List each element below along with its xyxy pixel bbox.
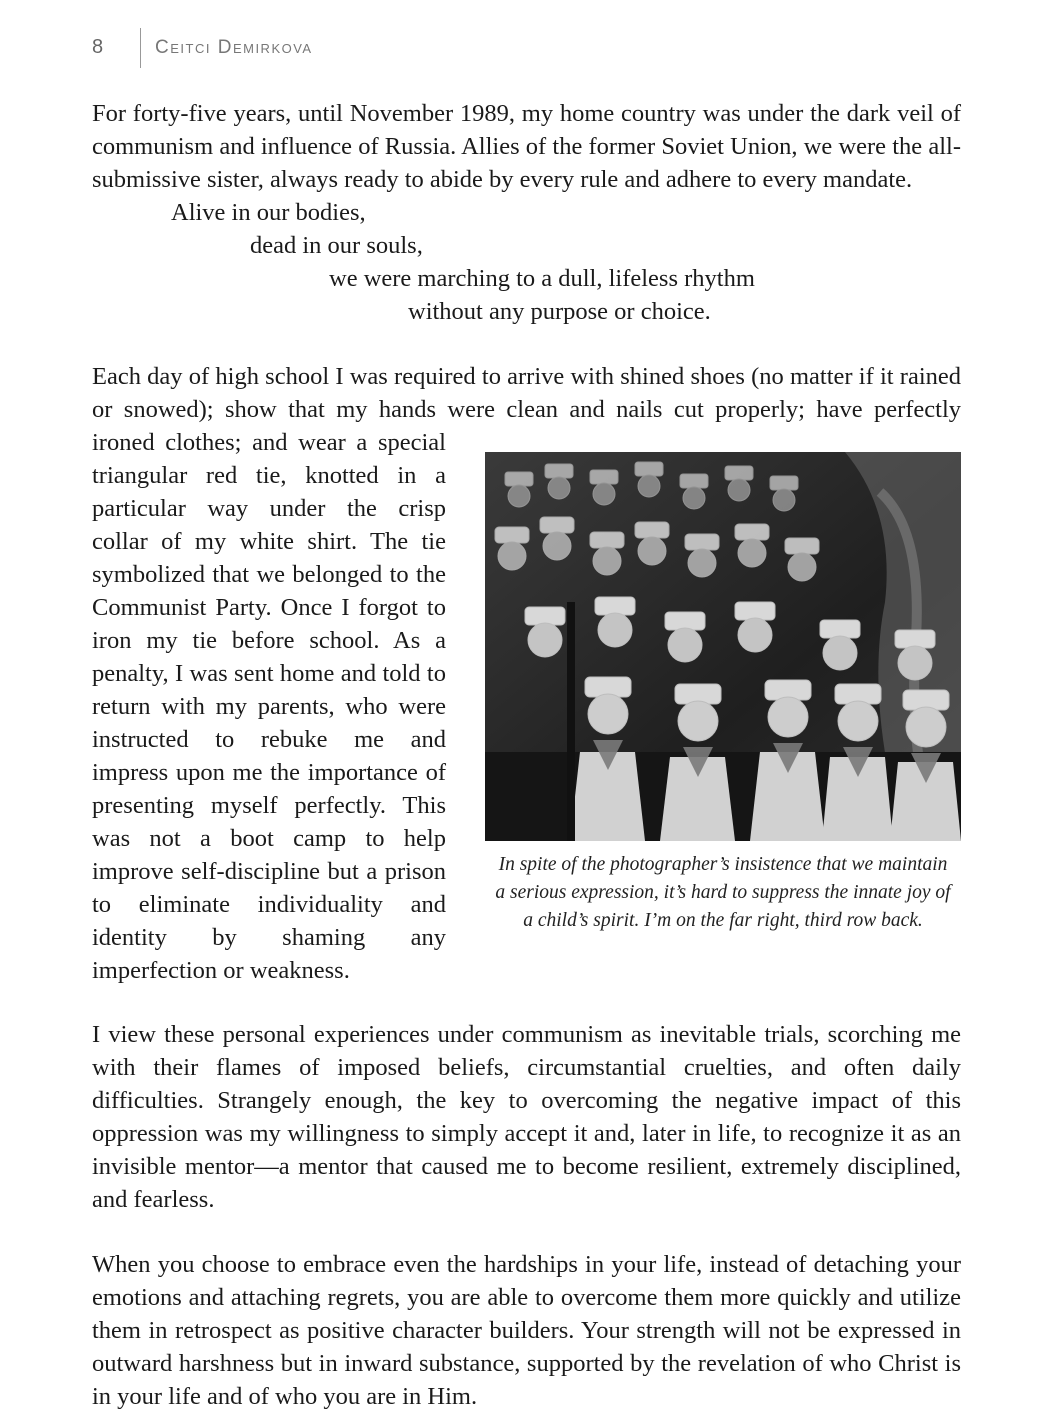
- paragraph-line: or snowed); show that my hands were clean and nails cut properly; have perfectly: [92, 396, 961, 423]
- paragraph-embrace-hardships: When you choose to embrace even the hardships in your life, instead of detaching your emotions and attaching regrets, you are able to overcome them more quickly and utilize them in retrospect as positive character builders. Your strength will not be expressed in outward harshness but in inward substance, supported by the revelation of who Christ is in your life and of who you are in Him.: [92, 1251, 961, 1410]
- paragraph-line: Each day of high school I was required to arrive with shined shoes (no matter if it rained: [92, 363, 961, 390]
- poem-line: we were marching to a dull, lifeless rhythm: [329, 265, 755, 292]
- poem: [92, 196, 961, 328]
- paragraph-wrapped-column: ironed clothes; and wear a special triangular red tie, knotted in a particular way under the crisp collar of my white shirt. The tie symbolized that we belonged to the Communist Party. Once I forgot to iron my tie before school. As a penalty, I was sent home and told to return with my parents, who were instructed to rebuke me and impress upon me the importance of presenting myself perfectly. This was not a boot camp to help improve self-discipline but a prison to eliminate individuality and identity by shaming any imperfection or weakness.: [92, 429, 446, 984]
- poem-line: Alive in our bodies,: [171, 199, 366, 226]
- poem-line: dead in our souls,: [250, 232, 423, 259]
- poem-line: without any purpose or choice.: [408, 298, 711, 325]
- header-divider: [140, 28, 141, 68]
- caption-line: a serious expression, it’s hard to suppress the innate joy of: [495, 882, 951, 903]
- page-number: 8: [92, 36, 104, 58]
- caption-line: a child’s spirit. I’m on the far right, third row back.: [523, 910, 923, 931]
- paragraph-invisible-mentor: I view these personal experiences under communism as inevitable trials, scorching me with their flames of imposed beliefs, circumstantial cruelties, and often daily difficulties. Strangely enough, the key to overcoming the negative impact of this oppression was my willingness to simply accept it and, later in life, to recognize it as an invisible mentor—a mentor that caused me to become resilient, extremely disciplined, and fearless.: [92, 1021, 961, 1213]
- caption-line: In spite of the photographer’s insistence that we maintain: [498, 854, 948, 875]
- paragraph-communism-intro: For forty-five years, until November 1989, my home country was under the dark veil of communism and influence of Russia. Allies of the former Soviet Union, we were the all-submissive sister, always ready to abide by every rule and adhere to every mandate.: [92, 100, 961, 193]
- paragraph-high-school: [92, 360, 961, 987]
- running-head-author: Ceitci Demirkova: [155, 37, 313, 58]
